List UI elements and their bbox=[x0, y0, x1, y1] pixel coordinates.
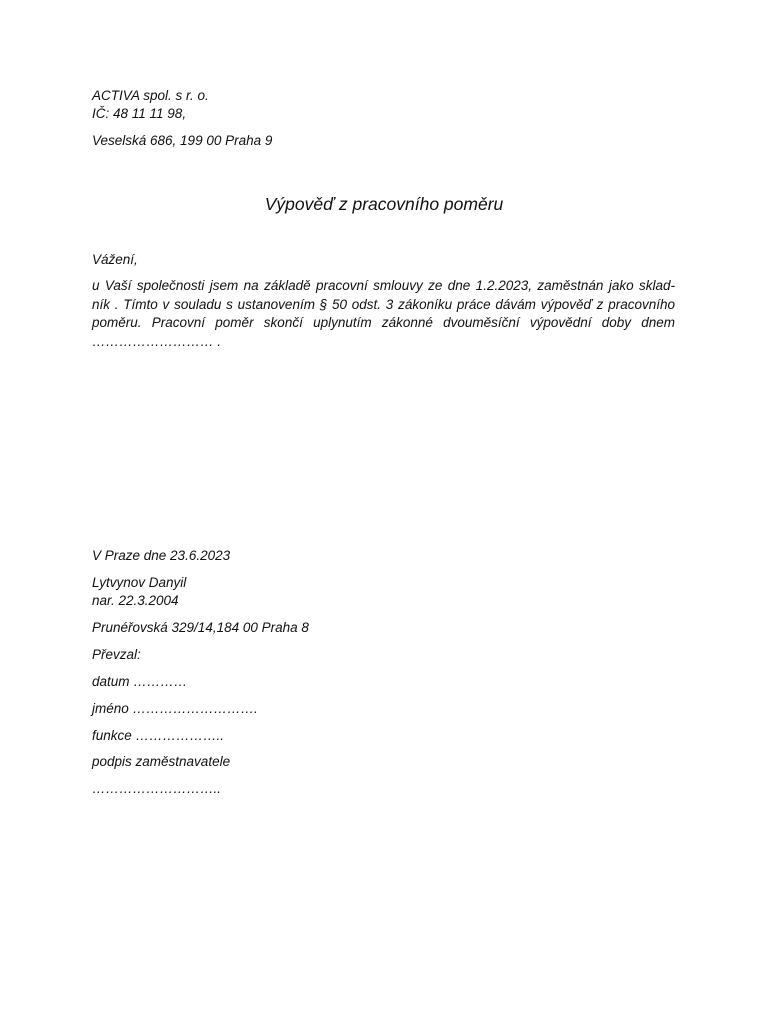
document-title: Výpověď z pracovního poměru bbox=[264, 194, 504, 214]
employee-address: Prunéřovská 329/14,184 00 Praha 8 bbox=[92, 620, 309, 635]
sender-ico: IČ: 48 11 11 98, bbox=[92, 106, 187, 121]
salutation: Vážení, bbox=[92, 252, 138, 267]
received-function: funkce ……………….. bbox=[92, 728, 225, 743]
received-name: jméno ………………………. bbox=[92, 701, 258, 716]
body-line: u Vaší společnosti jsem na základě pracovní smlouvy ze dne 1.2.2023, zaměstnán jako sklad- bbox=[92, 278, 675, 293]
received-date: datum ………… bbox=[92, 674, 188, 689]
body-line: ……………………… . bbox=[92, 333, 222, 349]
body-paragraph bbox=[92, 277, 675, 351]
body-line: poměru. Pracovní poměr skončí uplynutím zákonné dvouměsíční výpovědní doby dnem bbox=[92, 315, 675, 330]
sender-company: ACTIVA spol. s r. o. bbox=[92, 88, 209, 103]
sender-address: Veselská 686, 199 00 Praha 9 bbox=[92, 133, 273, 148]
employee-birth: nar. 22.3.2004 bbox=[92, 593, 179, 608]
employee-name: Lytvynov Danyil bbox=[92, 575, 187, 590]
body-line: ník . Tímto v souladu s ustanovením § 50 odst. 3 zákoníku práce dávám výpověď z pracovního bbox=[92, 296, 675, 312]
signature-label: podpis zaměstnavatele bbox=[92, 754, 231, 769]
signature-line: ……………………….. bbox=[92, 781, 222, 796]
place-date: V Praze dne 23.6.2023 bbox=[92, 548, 231, 563]
received-label: Převzal: bbox=[92, 647, 141, 662]
